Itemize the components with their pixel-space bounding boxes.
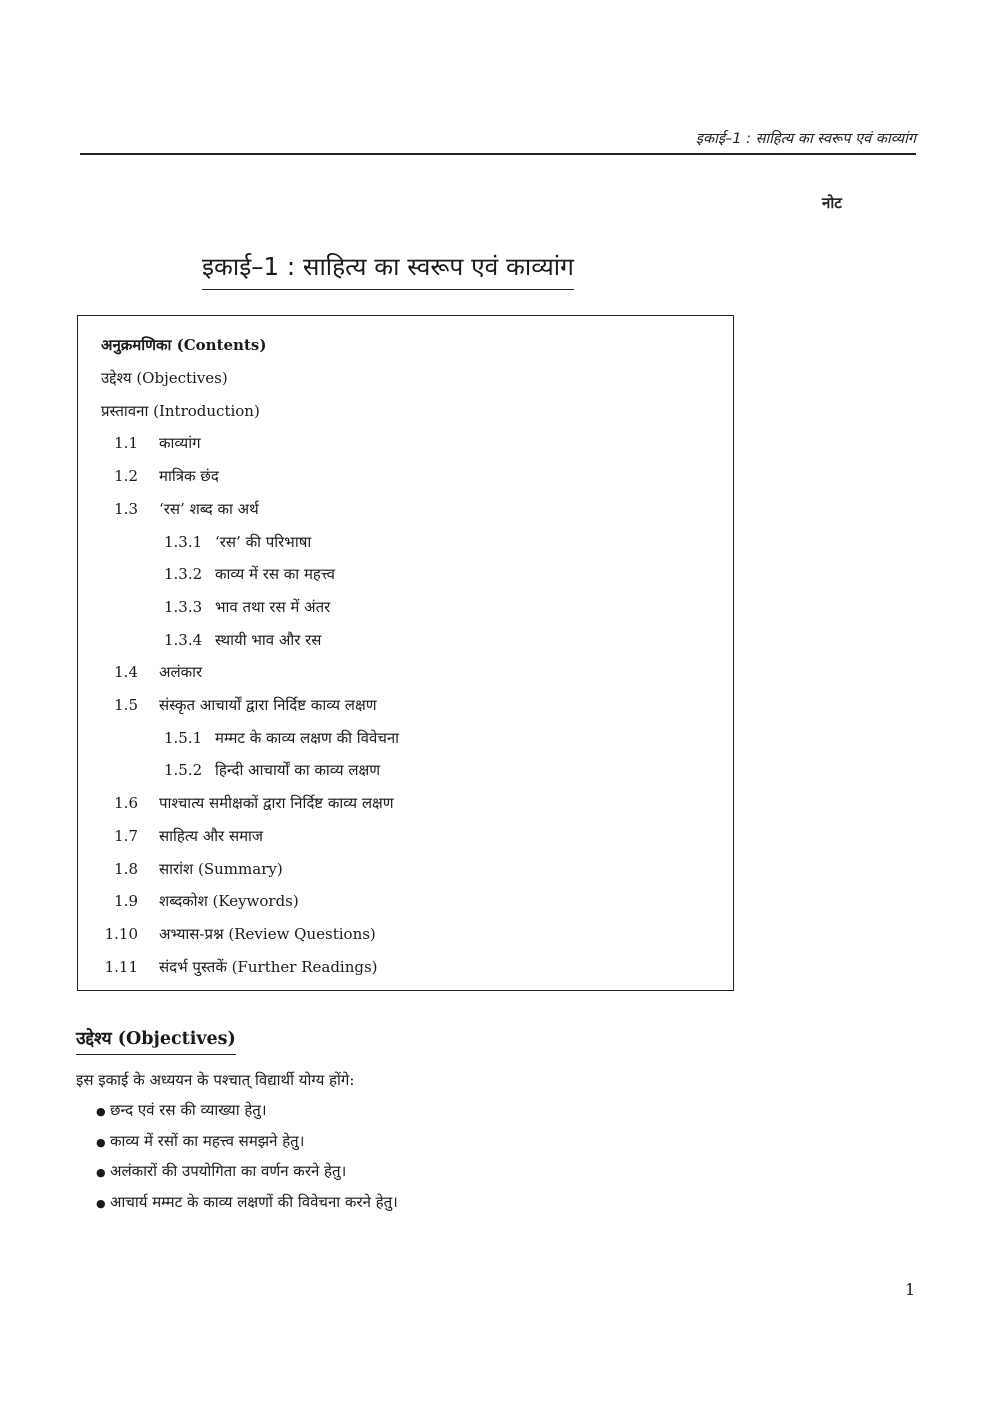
contents-item-text: संदर्भ पुस्तकें (Further Readings) xyxy=(159,957,378,976)
contents-item xyxy=(78,957,378,977)
bullet-icon: ● xyxy=(96,1135,106,1149)
contents-item-number: 1.4 xyxy=(114,663,138,682)
objectives-heading: उद्देश्य (Objectives) xyxy=(76,1026,236,1055)
contents-item-text: ‘रस’ शब्द का अर्थ xyxy=(159,499,259,518)
contents-item-text: अभ्यास-प्रश्न (Review Questions) xyxy=(159,924,376,943)
contents-item-text: सारांश (Summary) xyxy=(159,859,283,878)
list-item xyxy=(96,1131,398,1162)
contents-item-number: 1.8 xyxy=(114,859,138,878)
header-rule xyxy=(80,153,916,155)
list-item-text: आचार्य मम्मट के काव्य लक्षणों की विवेचना करने हेतु। xyxy=(110,1192,398,1211)
list-item-text: काव्य में रसों का महत्त्व समझने हेतु। xyxy=(110,1131,305,1150)
contents-item-text: मम्मट के काव्य लक्षण की विवेचना xyxy=(215,728,400,747)
contents-item xyxy=(78,924,376,944)
contents-item-text: मात्रिक छंद xyxy=(159,467,219,486)
contents-item-text: पाश्चात्य समीक्षकों द्वारा निर्दिष्ट काव्य लक्षण xyxy=(159,794,394,813)
contents-item xyxy=(78,433,201,453)
contents-item xyxy=(78,662,202,682)
contents-item-number: 1.10 xyxy=(104,924,138,943)
contents-item-number: 1.5.1 xyxy=(164,728,203,747)
objectives-intro: इस इकाई के अध्ययन के पश्चात् विद्यार्थी योग्य होंगे: xyxy=(76,1071,355,1089)
contents-item xyxy=(78,793,394,813)
contents-item-number: 1.3.3 xyxy=(164,597,203,616)
contents-item xyxy=(101,401,260,421)
contents-item-number: 1.5.2 xyxy=(164,761,203,780)
contents-item-number: 1.9 xyxy=(114,892,138,911)
contents-item-text: हिन्दी आचार्यों का काव्य लक्षण xyxy=(215,761,381,780)
contents-item xyxy=(78,859,283,879)
contents-item-text: प्रस्तावना (Introduction) xyxy=(101,401,260,420)
contents-item xyxy=(164,597,330,617)
unit-title: इकाई–1 : साहित्य का स्वरूप एवं काव्यांग xyxy=(202,250,574,290)
contents-item xyxy=(78,499,259,519)
contents-item-number: 1.5 xyxy=(114,696,138,714)
contents-item-number: 1.2 xyxy=(114,467,138,486)
contents-item xyxy=(78,695,377,715)
contents-item xyxy=(78,891,299,911)
contents-item-number: 1.3.1 xyxy=(164,532,203,551)
contents-item-text: काव्यांग xyxy=(159,434,201,453)
contents-item xyxy=(164,630,321,650)
list-item xyxy=(96,1192,398,1223)
contents-item-text: संस्कृत आचार्यों द्वारा निर्दिष्ट काव्य लक्षण xyxy=(159,696,377,714)
contents-item-number: 1.6 xyxy=(114,794,138,813)
contents-heading: अनुक्रमणिका (Contents) xyxy=(101,336,267,354)
list-item xyxy=(96,1161,398,1192)
contents-box xyxy=(77,315,734,991)
list-item-text: छन्द एवं रस की व्याख्या हेतु। xyxy=(110,1101,267,1119)
contents-item-number: 1.11 xyxy=(104,957,138,976)
contents-item-text: साहित्य और समाज xyxy=(159,826,264,845)
contents-item-text: ‘रस’ की परिभाषा xyxy=(215,532,312,551)
running-header: इकाई–1 : साहित्य का स्वरूप एवं काव्यांग xyxy=(695,131,916,147)
list-item xyxy=(96,1100,398,1131)
contents-item-number: 1.3.4 xyxy=(164,630,203,649)
contents-item-text: काव्य में रस का महत्त्व xyxy=(215,565,336,584)
margin-note: नोट xyxy=(822,194,842,212)
contents-item xyxy=(164,564,335,584)
contents-item-text: शब्दकोश (Keywords) xyxy=(159,892,299,911)
bullet-icon: ● xyxy=(96,1105,106,1118)
contents-item xyxy=(164,532,311,552)
contents-item xyxy=(78,826,263,846)
contents-item xyxy=(78,466,219,486)
contents-item-text: उद्देश्य (Objectives) xyxy=(101,369,228,387)
contents-item-text: भाव तथा रस में अंतर xyxy=(215,597,331,616)
contents-item-number: 1.7 xyxy=(114,826,138,845)
contents-item xyxy=(101,368,228,388)
list-item-text: अलंकारों की उपयोगिता का वर्णन करने हेतु। xyxy=(110,1162,347,1180)
bullet-icon: ● xyxy=(96,1196,106,1210)
bullet-icon: ● xyxy=(96,1166,106,1179)
page-number: 1 xyxy=(905,1280,916,1299)
contents-item xyxy=(164,728,399,748)
contents-item-number: 1.1 xyxy=(114,434,138,453)
objectives-list xyxy=(96,1100,398,1222)
contents-item xyxy=(164,760,380,780)
contents-item-number: 1.3.2 xyxy=(164,565,203,584)
contents-item-text: अलंकार xyxy=(159,663,203,682)
contents-item-text: स्थायी भाव और रस xyxy=(215,630,322,649)
contents-item-number: 1.3 xyxy=(114,499,138,518)
